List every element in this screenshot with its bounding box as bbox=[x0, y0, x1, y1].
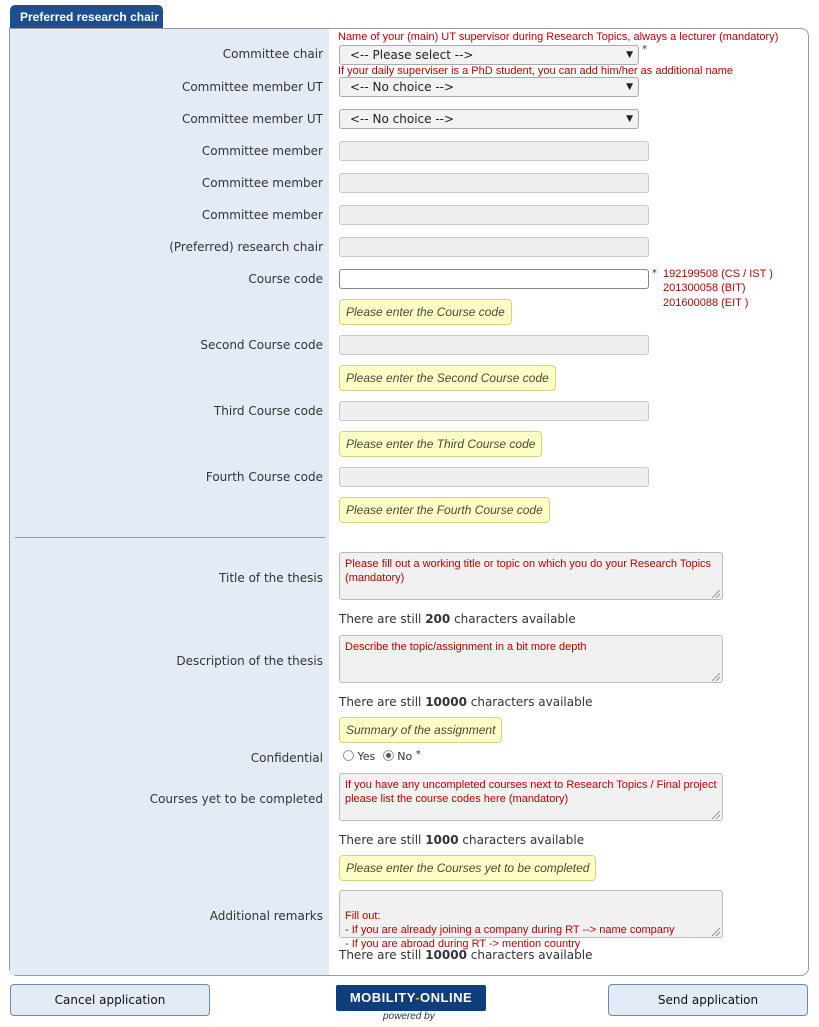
committee-member-input-1[interactable] bbox=[339, 141, 649, 161]
course-code-option-1: 192199508 (CS / IST ) bbox=[663, 268, 773, 280]
remarks-counter: There are still 10000 characters available bbox=[339, 948, 593, 962]
thesis-title-counter: There are still 200 characters available bbox=[339, 612, 576, 626]
thesis-description-label: Description of the thesis bbox=[176, 654, 323, 668]
committee-chair-note: Name of your (main) UT supervisor during Research Topics, always a lecturer (mandatory) bbox=[338, 31, 779, 43]
confidential-label: Confidential bbox=[250, 751, 323, 765]
committee-member-ut-label: Committee member UT bbox=[181, 112, 323, 126]
fourth-course-code-hint: Please enter the Fourth Course code bbox=[339, 497, 550, 523]
committee-member-ut-select-1[interactable] bbox=[339, 77, 639, 97]
second-course-code-input[interactable] bbox=[339, 335, 649, 355]
chevron-down-icon: ▼ bbox=[626, 50, 633, 60]
confidential-yes-label[interactable]: Yes bbox=[357, 750, 376, 763]
thesis-title-textarea[interactable] bbox=[339, 552, 723, 600]
committee-member-label: Committee member bbox=[201, 144, 323, 158]
confidential-yes-radio[interactable] bbox=[343, 750, 354, 761]
third-course-code-label: Third Course code bbox=[213, 404, 323, 418]
form-panel bbox=[9, 28, 809, 976]
second-course-code-hint: Please enter the Second Course code bbox=[339, 365, 556, 391]
third-course-code-input[interactable] bbox=[339, 401, 649, 421]
course-code-label: Course code bbox=[248, 272, 323, 286]
section-divider bbox=[15, 537, 325, 538]
remarks-placeholder: Fill out: - If you are already joining a company during RT --> name company - If you are abroad during RT -> mention country bbox=[345, 910, 675, 950]
remarks-label: Additional remarks bbox=[209, 909, 323, 923]
thesis-title-placeholder: Please fill out a working title or topic on which you do your Research Topics (mandatory) bbox=[345, 558, 712, 584]
confidential-no-radio[interactable] bbox=[383, 750, 394, 761]
thesis-description-counter: There are still 10000 characters available bbox=[339, 695, 593, 709]
third-course-code-hint: Please enter the Third Course code bbox=[339, 431, 542, 457]
committee-chair-value: <-- Please select --> bbox=[350, 48, 474, 62]
committee-member-ut-value: <-- No choice --> bbox=[350, 112, 455, 126]
courses-todo-textarea[interactable] bbox=[339, 773, 723, 821]
thesis-title-remaining: 200 bbox=[425, 612, 451, 626]
courses-todo-placeholder: If you have any uncompleted courses next to Research Topics / Final project please list the course codes here (mandatory) bbox=[345, 779, 717, 805]
chevron-down-icon: ▼ bbox=[626, 114, 633, 124]
fourth-course-code-label: Fourth Course code bbox=[205, 470, 323, 484]
cancel-application-button[interactable]: Cancel application bbox=[10, 984, 210, 1016]
courses-todo-label: Courses yet to be completed bbox=[149, 792, 323, 806]
chevron-down-icon: ▼ bbox=[626, 82, 633, 92]
committee-member-ut-value: <-- No choice --> bbox=[350, 80, 455, 94]
course-code-hint: Please enter the Course code bbox=[339, 299, 512, 325]
preferred-chair-input[interactable] bbox=[339, 237, 649, 257]
send-application-button[interactable]: Send application bbox=[608, 984, 808, 1016]
confidential-radio-group bbox=[343, 749, 421, 763]
tab-preferred-research-chair[interactable]: Preferred research chair bbox=[10, 5, 163, 29]
committee-member-ut-select-2[interactable] bbox=[339, 109, 639, 129]
committee-member-input-3[interactable] bbox=[339, 205, 649, 225]
course-code-option-2: 201300058 (BIT) bbox=[663, 282, 746, 294]
thesis-description-textarea[interactable] bbox=[339, 635, 723, 683]
committee-member-ut-label: Committee member UT bbox=[181, 80, 323, 94]
resize-handle-icon[interactable] bbox=[712, 928, 720, 936]
committee-chair-subnote: If your daily superviser is a PhD student, you can add him/her as additional name bbox=[338, 65, 733, 77]
committee-member-input-2[interactable] bbox=[339, 173, 649, 193]
resize-handle-icon[interactable] bbox=[712, 590, 720, 598]
powered-by-text: powered by bbox=[383, 1011, 435, 1022]
resize-handle-icon[interactable] bbox=[712, 811, 720, 819]
course-code-option-3: 201600088 (EIT ) bbox=[663, 297, 749, 309]
required-asterisk: * bbox=[642, 44, 647, 55]
courses-todo-hint: Please enter the Courses yet to be completed bbox=[339, 855, 596, 881]
thesis-title-label: Title of the thesis bbox=[219, 571, 323, 585]
thesis-description-remaining: 10000 bbox=[425, 695, 467, 709]
committee-member-label: Committee member bbox=[201, 176, 323, 190]
thesis-description-hint: Summary of the assignment bbox=[339, 717, 502, 743]
confidential-no-label[interactable]: No bbox=[397, 750, 413, 763]
required-asterisk: * bbox=[415, 749, 421, 760]
remarks-remaining: 10000 bbox=[425, 948, 467, 962]
resize-handle-icon[interactable] bbox=[712, 673, 720, 681]
label-column bbox=[10, 29, 329, 975]
thesis-description-placeholder: Describe the topic/assignment in a bit more depth bbox=[345, 641, 587, 653]
courses-todo-counter: There are still 1000 characters available bbox=[339, 833, 585, 847]
committee-chair-label: Committee chair bbox=[222, 47, 323, 61]
courses-todo-remaining: 1000 bbox=[425, 833, 459, 847]
required-asterisk: * bbox=[652, 268, 657, 279]
remarks-textarea[interactable] bbox=[339, 890, 723, 950]
mobility-online-logo: MOBILITY-ONLINE bbox=[336, 985, 486, 1011]
second-course-code-label: Second Course code bbox=[200, 338, 323, 352]
course-code-input[interactable] bbox=[339, 269, 649, 289]
committee-member-label: Committee member bbox=[201, 208, 323, 222]
committee-chair-select[interactable] bbox=[339, 45, 639, 65]
preferred-chair-label: (Preferred) research chair bbox=[169, 240, 323, 254]
fourth-course-code-input[interactable] bbox=[339, 467, 649, 487]
